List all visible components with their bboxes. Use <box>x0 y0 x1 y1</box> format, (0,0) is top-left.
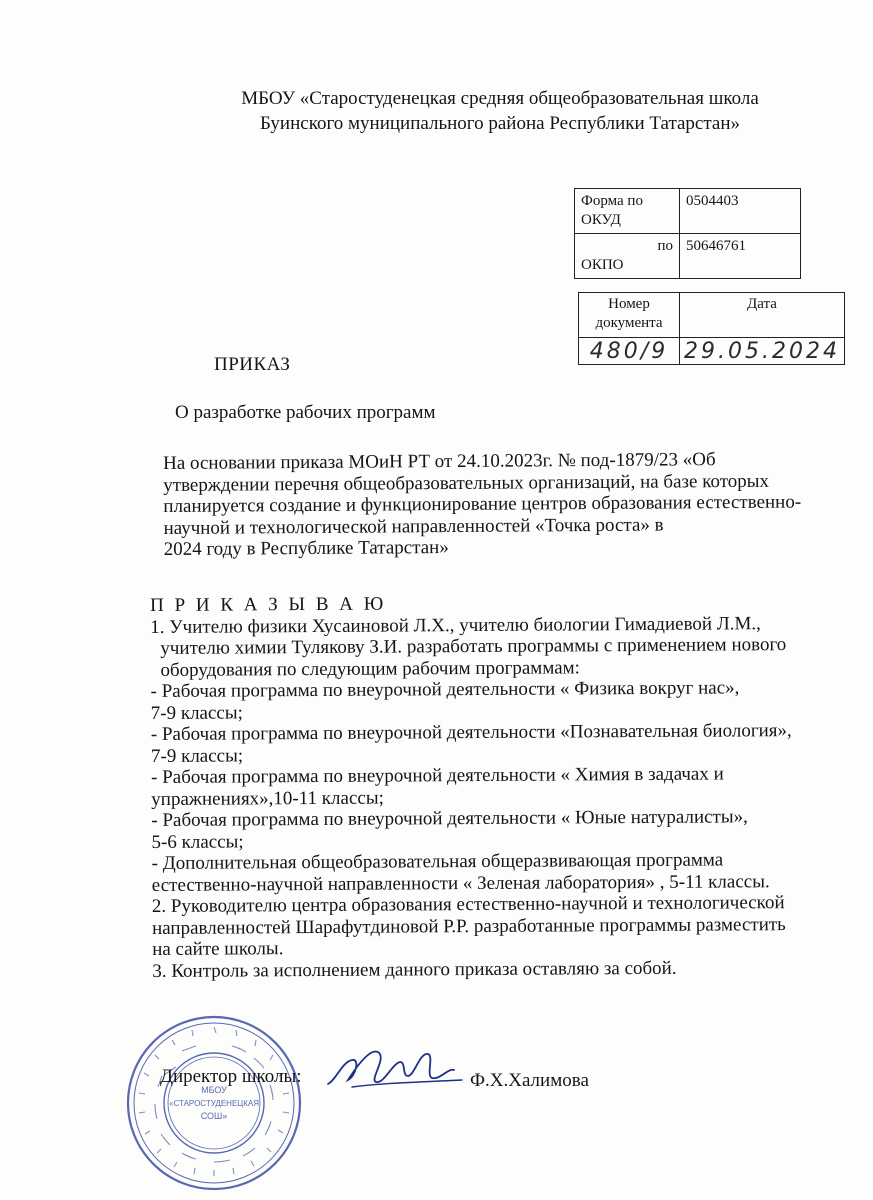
number-header-line-2: документа <box>595 315 663 331</box>
order-basis <box>163 448 844 560</box>
document-number-header-row <box>579 293 845 338</box>
okpo-label <box>575 234 680 279</box>
stamp-line-3: СОШ» <box>200 1111 228 1121</box>
document-date-value: 29.05.2024 <box>680 338 845 365</box>
date-header: Дата <box>680 293 845 338</box>
body-line: направленностей Шарафутдиновой Р.Р. разработанные программы разместить <box>151 913 786 939</box>
body-line: естественно-научной направленности « Зеленая лаборатория» , 5-11 классы. <box>151 870 770 896</box>
body-line: 2. Руководителю центра образования естественно-научной и технологической <box>151 892 785 917</box>
body-line: 1. Учителю физики Хусаиновой Л.Х., учителю биологии Гимадиевой Л.М., <box>150 612 761 638</box>
okpo-row <box>575 234 801 279</box>
document-number-value-row <box>579 338 845 365</box>
body-line: 3. Контроль за исполнением данного приказа оставляю за собой. <box>152 957 677 982</box>
order-subject: О разработке рабочих программ <box>175 402 436 423</box>
body-line: - Рабочая программа по внеурочной деятельности « Юные натуралисты», <box>151 806 748 831</box>
basis-line: На основании приказа МОиН РТ от 24.10.2023г. № под-1879/23 «Об <box>163 449 716 474</box>
school-header-line-2: Буинского муниципального района Республики Татарстан» <box>259 113 741 134</box>
body-line: - Рабочая программа по внеурочной деятельности « Химия в задачах и <box>151 763 724 788</box>
body-line: - Дополнительная общеобразовательная общеразвивающая программа <box>151 849 724 874</box>
body-line: - Рабочая программа по внеурочной деятельности «Познавательная биология», <box>150 720 792 745</box>
body-line: учителю химии Тулякову З.И. разработать программы с применением нового <box>160 634 787 659</box>
stamp-line-2: «СТАРОСТУДЕНЕЦКАЯ <box>169 1099 259 1108</box>
okpo-label-line-2: ОКПО <box>581 257 624 273</box>
basis-line: 2024 году в Республике Татарстан» <box>163 537 449 560</box>
okpo-label-line-1: по <box>657 238 673 254</box>
body-line: 5-6 классы; <box>151 830 244 853</box>
okud-label-line-1: Форма по <box>581 193 643 209</box>
document-number-value: 480/9 <box>579 338 680 365</box>
body-line: оборудования по следующим рабочим программам: <box>160 656 580 681</box>
body-line: - Рабочая программа по внеурочной деятельности « Физика вокруг нас», <box>150 677 740 702</box>
director-label: Директор школы: <box>160 1066 302 1087</box>
body-line: упражнениях»,10-11 классы; <box>151 787 384 810</box>
body-line: 7-9 классы; <box>150 744 244 767</box>
handwritten-signature <box>322 1040 472 1100</box>
number-header <box>579 293 680 338</box>
okpo-value: 50646761 <box>680 234 801 279</box>
okud-row <box>575 189 801 234</box>
order-body <box>150 591 842 982</box>
okud-label-line-2: ОКУД <box>581 212 621 228</box>
stamp-line-1: МБОУ <box>201 1085 227 1095</box>
form-codes-table <box>574 188 801 279</box>
number-header-line-1: Номер <box>608 296 650 312</box>
body-line: 7-9 классы; <box>150 701 243 724</box>
document-number-table <box>578 292 845 365</box>
school-header <box>200 86 800 136</box>
order-title: ПРИКАЗ <box>214 354 291 375</box>
basis-line: научной и технологической направленностей «Точка роста» в <box>163 514 664 539</box>
body-line: на сайте школы. <box>152 938 284 960</box>
director-name: Ф.Х.Халимова <box>470 1070 589 1091</box>
order-word: П Р И К А З Ы В А Ю <box>150 593 387 616</box>
okud-label <box>575 189 680 234</box>
school-header-line-1: МБОУ «Старостуденецкая средняя общеобразовательная школа <box>241 88 759 109</box>
basis-line: утверждении перечня общеобразовательных организаций, на базе которых <box>163 470 770 496</box>
official-stamp <box>124 1013 304 1193</box>
okud-value: 0504403 <box>680 189 801 234</box>
basis-line: планируется создание и функционирование центров образования естественно- <box>163 491 802 517</box>
